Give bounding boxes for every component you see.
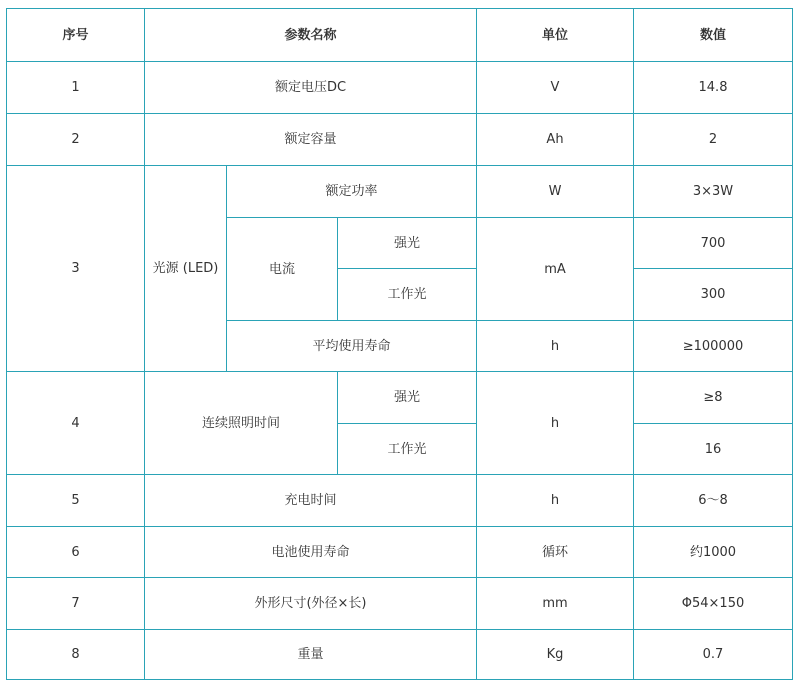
header-unit: 单位 xyxy=(541,27,568,43)
row2-no: 2 xyxy=(71,132,80,147)
row3-strong-value: 700 xyxy=(700,235,726,251)
header-name: 参数名称 xyxy=(284,27,337,43)
row4-work-label: 工作光 xyxy=(387,441,427,457)
row3-current-label: 电流 xyxy=(268,261,295,277)
row6-name: 电池使用寿命 xyxy=(271,544,350,560)
row7-unit: mm xyxy=(542,596,568,611)
row3-life-unit: h xyxy=(550,338,560,354)
row1-value: 14.8 xyxy=(698,80,728,95)
row1-no: 1 xyxy=(71,80,80,95)
row1-unit: V xyxy=(550,80,560,95)
row3-work-value: 300 xyxy=(700,287,726,302)
row4-strong-label: 强光 xyxy=(393,390,420,405)
row3-power-name: 额定功率 xyxy=(325,184,378,199)
row5-unit: h xyxy=(550,493,560,508)
row3-current-unit: mA xyxy=(544,261,566,277)
header-value: 数值 xyxy=(699,27,726,43)
row5-no: 5 xyxy=(71,493,80,508)
header-no: 序号 xyxy=(62,27,89,43)
row6-unit: 循环 xyxy=(541,544,568,560)
row3-no: 3 xyxy=(71,261,80,276)
row3-power-unit: W xyxy=(548,184,562,199)
row7-no: 7 xyxy=(71,596,80,611)
row8-unit: Kg xyxy=(546,647,564,662)
row8-name: 重量 xyxy=(297,647,324,662)
row3-work-label: 工作光 xyxy=(387,287,427,302)
row7-name: 外形尺寸(外径×长) xyxy=(254,596,367,611)
row8-value: 0.7 xyxy=(702,647,724,662)
row3-group: 光源 (LED) xyxy=(152,261,219,276)
row8-no: 8 xyxy=(71,647,80,662)
row5-value: 6～8 xyxy=(698,493,728,508)
row1-name: 额定电压DC xyxy=(274,80,347,95)
row4-group: 连续照明时间 xyxy=(201,415,280,431)
row4-unit: h xyxy=(550,415,560,431)
row4-work-value: 16 xyxy=(704,441,722,457)
row2-unit: Ah xyxy=(546,132,564,147)
row4-strong-value: ≥8 xyxy=(703,390,723,405)
row2-value: 2 xyxy=(708,132,718,147)
row7-value: Φ54×150 xyxy=(681,596,745,611)
row2-name: 额定容量 xyxy=(284,132,337,147)
row3-life-name: 平均使用寿命 xyxy=(312,338,391,354)
row5-name: 充电时间 xyxy=(284,493,337,508)
row6-no: 6 xyxy=(71,544,80,560)
row3-strong-label: 强光 xyxy=(393,235,420,251)
row3-power-value: 3×3W xyxy=(692,184,734,199)
row4-no: 4 xyxy=(71,415,80,431)
row3-life-value: ≥100000 xyxy=(682,338,744,354)
row6-value: 约1000 xyxy=(689,544,737,560)
spec-table xyxy=(6,8,793,680)
